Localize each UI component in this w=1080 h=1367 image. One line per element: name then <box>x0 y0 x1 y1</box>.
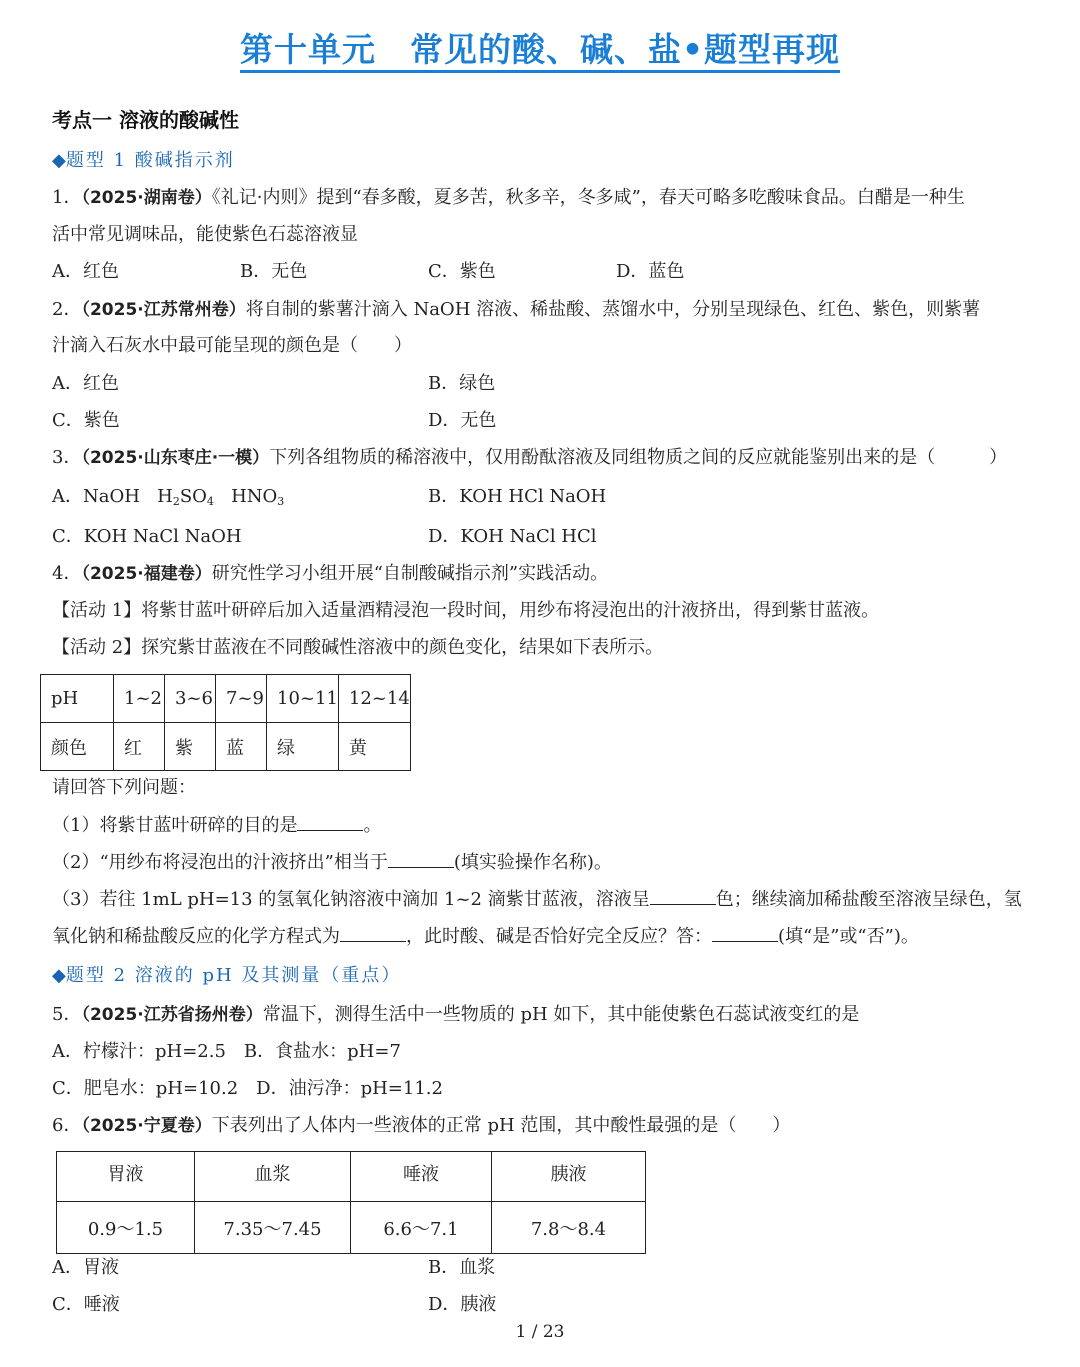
question-number: 5． <box>52 1004 82 1025</box>
question-1 <box>52 186 965 210</box>
option-c: C．紫色 <box>52 410 120 431</box>
sub-question-text: （2）“用纱布将浸泡出的汁液挤出”相当于 <box>52 852 388 873</box>
diamond-icon: ◆ <box>52 150 66 171</box>
table-cell: 血浆 <box>195 1152 351 1202</box>
sub-question-3 <box>52 887 1022 912</box>
sub-question-3-line-2 <box>52 924 919 949</box>
table-cell: 7.8～8.4 <box>492 1202 646 1254</box>
question-source: （2025·山东枣庄·一模） <box>81 448 270 468</box>
option-d: D．无色 <box>428 410 497 431</box>
sub-question-text: ，此时酸、碱是否恰好完全反应？答： <box>406 926 712 947</box>
sub-question-text: 氧化钠和稀盐酸反应的化学方程式为 <box>52 926 340 947</box>
question-source: （2025·江苏省扬州卷） <box>81 1005 263 1025</box>
answer-blank[interactable] <box>712 924 778 942</box>
option-c: C．唾液 <box>52 1294 120 1315</box>
question-type-label: 题型 1 酸碱指示剂 <box>65 150 235 171</box>
sub-question-text: (填“是”或“否”)。 <box>778 926 919 947</box>
table-cell: 紫 <box>165 723 216 771</box>
answer-blank[interactable] <box>650 887 716 905</box>
question-source: （2025·宁夏卷） <box>81 1116 212 1136</box>
section-heading: 考点一 溶液的酸碱性 <box>52 108 239 132</box>
table-row <box>41 675 411 723</box>
question-text: 《礼记·内则》提到“春多酸，夏多苦，秋多辛，冬多咸”，春天可略多吃酸味食品。白醋是一种生 <box>211 187 965 208</box>
answer-blank[interactable] <box>388 850 454 868</box>
diamond-icon: ◆ <box>52 965 66 986</box>
option-d: D．胰液 <box>428 1294 497 1315</box>
answer-blank[interactable] <box>297 813 363 831</box>
question-number: 3． <box>52 447 82 468</box>
sub-question-2 <box>52 850 612 875</box>
table-cell: 黄 <box>338 723 410 771</box>
question-1-line-2: 活中常见调味品，能使紫色石蕊溶液显 <box>52 224 358 245</box>
table-row <box>57 1202 646 1254</box>
question-text: 下列各组物质的稀溶液中，仅用酚酞溶液及同组物质之间的反应就能鉴别出来的是（ ） <box>269 447 1008 468</box>
question-number: 1． <box>52 187 82 208</box>
options-row-2: C．肥皂水：pH=10.2 D．油污净：pH=11.2 <box>52 1078 443 1099</box>
formula-h2so4: $H_2SO_4$ <box>157 486 214 508</box>
sub-question-text: 色；继续滴加稀盐酸至溶液呈绿色，氢 <box>715 889 1022 910</box>
question-number: 6． <box>52 1115 82 1136</box>
table-cell: 颜色 <box>41 723 114 771</box>
option-label: A． <box>52 486 83 507</box>
table-cell: 1~2 <box>114 675 165 723</box>
activity-1: 【活动 1】将紫甘蓝叶研碎后加入适量酒精浸泡一段时间，用纱布将浸泡出的汁液挤出，得到紫甘蓝液。 <box>52 600 880 621</box>
table-row <box>41 723 411 771</box>
option-a: A．红色 <box>52 261 119 282</box>
answer-blank[interactable] <box>340 924 406 942</box>
table-cell: 6.6～7.1 <box>351 1202 492 1254</box>
table-cell: 3~6 <box>165 675 216 723</box>
table-cell: 0.9～1.5 <box>57 1202 195 1254</box>
option-c: C．KOH NaCl NaOH <box>52 526 242 547</box>
question-type-1 <box>52 146 235 172</box>
options-row-1: A．柠檬汁：pH=2.5 B．食盐水：pH=7 <box>52 1041 401 1062</box>
question-4 <box>52 562 608 586</box>
option-b: B．无色 <box>240 261 308 282</box>
sub-question-text: （1）将紫甘蓝叶研碎的目的是 <box>52 815 298 836</box>
question-2-line-2: 汁滴入石灰水中最可能呈现的颜色是（ ） <box>52 335 412 356</box>
question-text: 常温下，测得生活中一些物质的 pH 如下，其中能使紫色石蕊试液变红的是 <box>262 1004 860 1025</box>
ph-color-table <box>40 674 411 771</box>
sub-question-1 <box>52 813 381 838</box>
question-number: 4． <box>52 563 82 584</box>
question-source: （2025·江苏常州卷） <box>81 300 246 320</box>
option-b: B．KOH HCl NaOH <box>428 486 607 507</box>
option-d: D．蓝色 <box>616 261 685 282</box>
question-source: （2025·湖南卷） <box>81 188 212 208</box>
option-b: B．绿色 <box>428 373 496 394</box>
option-a: A．红色 <box>52 373 119 394</box>
question-number: 2． <box>52 299 82 320</box>
body-fluid-ph-table <box>56 1151 646 1254</box>
table-cell: 7~9 <box>216 675 267 723</box>
option-b: B．血浆 <box>428 1257 496 1278</box>
question-3 <box>52 446 1007 470</box>
question-2 <box>52 298 980 322</box>
table-cell: 12~14 <box>338 675 410 723</box>
question-text: 研究性学习小组开展“自制酸碱指示剂”实践活动。 <box>211 563 609 584</box>
table-cell: 胰液 <box>492 1152 646 1202</box>
table-cell: pH <box>41 675 114 723</box>
table-cell: 绿 <box>267 723 339 771</box>
formula-hno3: $HNO_3$ <box>231 486 285 508</box>
option-c: C．紫色 <box>428 261 496 282</box>
formula-naoh: NaOH <box>83 486 140 507</box>
question-type-label: 题型 2 溶液的 pH 及其测量（重点） <box>65 965 402 986</box>
page-number: 1 / 23 <box>515 1322 565 1342</box>
question-source: （2025·福建卷） <box>81 564 212 584</box>
page-title <box>0 24 1080 71</box>
activity-2: 【活动 2】探究紫甘蓝液在不同酸碱性溶液中的颜色变化，结果如下表所示。 <box>52 637 664 658</box>
option-a: A．胃液 <box>52 1257 119 1278</box>
table-cell: 10~11 <box>267 675 339 723</box>
option-d: D．KOH NaCl HCl <box>428 526 597 547</box>
table-cell: 7.35～7.45 <box>195 1202 351 1254</box>
table-cell: 胃液 <box>57 1152 195 1202</box>
question-type-2 <box>52 961 401 987</box>
table-cell: 蓝 <box>216 723 267 771</box>
question-text: 下表列出了人体内一些液体的正常 pH 范围，其中酸性最强的是（ ） <box>211 1115 791 1136</box>
page-title-text: 第十单元 常见的酸、碱、盐•题型再现 <box>240 30 840 73</box>
question-5 <box>52 1003 859 1027</box>
table-row <box>57 1152 646 1202</box>
table-cell: 红 <box>114 723 165 771</box>
table-cell: 唾液 <box>351 1152 492 1202</box>
question-text: 将自制的紫薯汁滴入 NaOH 溶液、稀盐酸、蒸馏水中，分别呈现绿色、红色、紫色，则紫薯 <box>245 299 981 320</box>
question-6 <box>52 1114 790 1138</box>
sub-question-text: 。 <box>363 815 382 836</box>
option-a <box>52 485 284 509</box>
sub-question-text: （3）若往 1mL pH=13 的氢氧化钠溶液中滴加 1~2 滴紫甘蓝液，溶液呈 <box>52 889 650 910</box>
sub-question-text: (填实验操作名称)。 <box>453 852 612 873</box>
answer-prompt: 请回答下列问题： <box>52 777 196 798</box>
